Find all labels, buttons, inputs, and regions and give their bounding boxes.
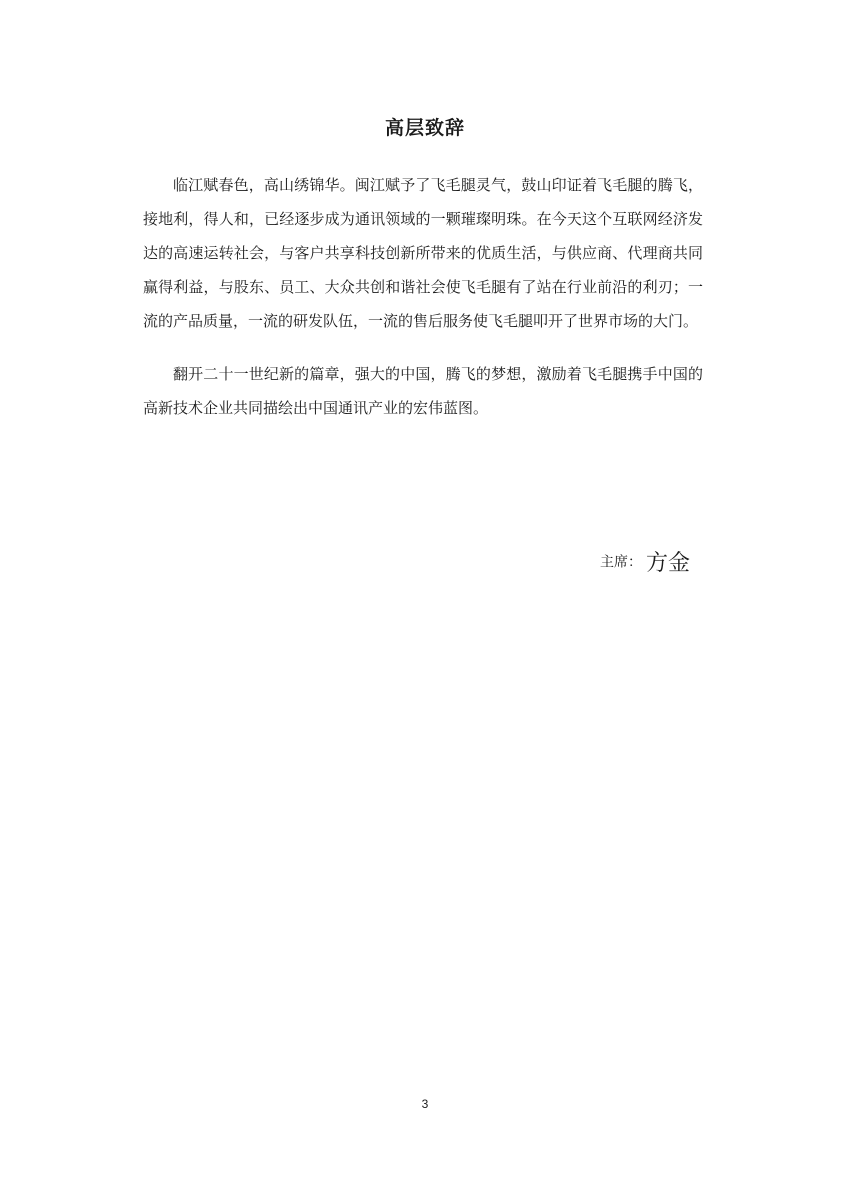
signature-label: 主席： [600,554,642,571]
body-paragraph-1: 临江赋春色，高山绣锦华。闽江赋予了飞毛腿灵气，鼓山印证着飞毛腿的腾飞，接地利，得人和，已经逐步成为通讯领域的一颗璀璨明珠。在今天这个互联网经济发达的高速运转社会，与客户共享科技创新所带来的优质生活，与供应商、代理商共同赢得利益，与股东、员工、大众共创和谐社会使飞毛腿有了站在行业前沿的利刃；一流的产品质量，一流的研发队伍，一流的售后服务使飞毛腿叩开了世界市场的大门。 [143,176,703,330]
signature-block [600,546,690,577]
page-number: 3 [421,1097,429,1111]
page-title: 高层致辞 [384,117,465,139]
signature-name: 方金 [646,551,691,576]
body-paragraph-2: 翻开二十一世纪新的篇章，强大的中国，腾飞的梦想，激励着飞毛腿携手中国的高新技术企业共同描绘出中国通讯产业的宏伟蓝图。 [143,365,703,417]
